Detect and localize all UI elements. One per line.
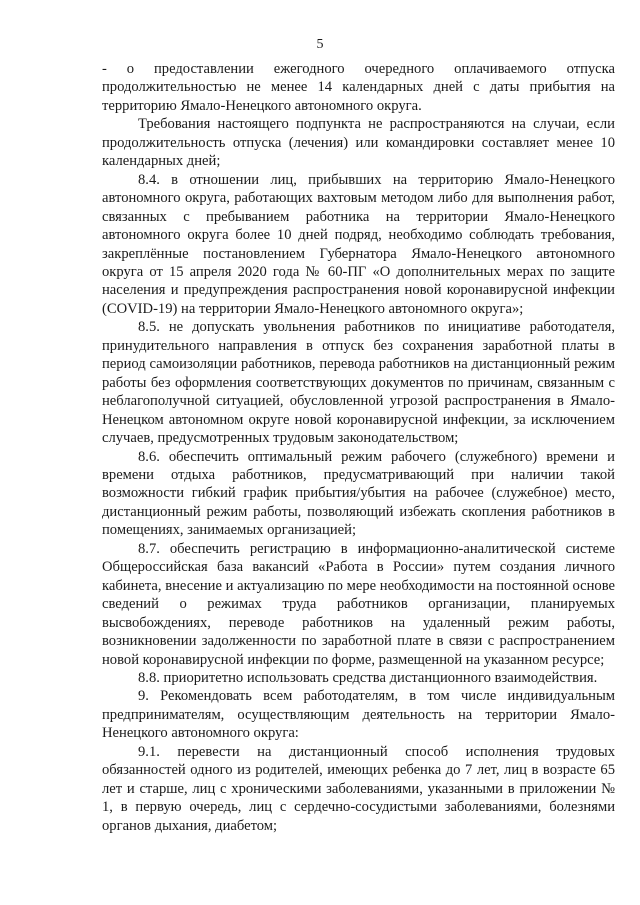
- paragraph-9-1: 9.1. перевести на дистанционный способ исполнения трудовых обязанностей одного из родителей, имеющих ребенка до 7 лет, лиц в возрасте 65 лет и старше, лиц с хроническими заболеваниями, указанными в приложении № 1, в первую очередь, лиц с сердечно-сосудистыми заболеваниями, болезнями органов дыхания, диабетом;: [102, 743, 615, 834]
- paragraph-9: 9. Рекомендовать всем работодателям, в том числе индивидуальным предпринимателям, осуществляющим деятельность на территории Ямало-Ненецкого автономного округа:: [102, 688, 615, 742]
- page-number: 5: [316, 37, 324, 52]
- paragraph-dash-leave: - о предоставлении ежегодного очередного оплачиваемого отпуска продолжительностью не менее 14 календарных дней с даты прибытия на территорию Ямало-Ненецкого автономного округа.: [102, 61, 615, 114]
- paragraph-8-4: 8.4. в отношении лиц, прибывших на территорию Ямало-Ненецкого автономного округа, работающих вахтовым методом либо для выполнения работ, связанных с пребыванием работника на территории Ямало-Ненецкого автономного округа более 10 дней подряд, необходимо соблюдать требования, закреплённые постановлением Губернатора Ямало-Ненецкого автономного округа от 15 апреля 2020 года № 60-ПГ «О дополнительных мерах по защите населения и предупреждения распространения новой коронавирусной инфекции (COVID-19) на территории Ямало-Ненецкого автономного округа»;: [102, 171, 615, 317]
- paragraph-8-5: 8.5. не допускать увольнения работников по инициативе работодателя, принудительного направления в отпуск без сохранения заработной платы в период самоизоляции работников, перевода работников на дистанционный режим работы без оформления соответствующих документов по причинам, связанным с неблагополучной ситуацией, обусловленной угрозой распространения в Ямало-Ненецком автономном округе новой коронавирусной инфекции, за исключением случаев, предусмотренных трудовым законодательством;: [102, 319, 615, 447]
- paragraph-8-6: 8.6. обеспечить оптимальный режим рабочего (служебного) времени и времени отдыха работников, предусматривающий при наличии такой возможности гибкий график прибытия/убытия на рабочее (служебное) место, дистанционный режим работы, позволяющий избежать скопления работников в помещениях, занимаемых организацией;: [102, 448, 615, 539]
- paragraph-requirements-exception: Требования настоящего подпункта не распространяются на случаи, если продолжительность отпуска (лечения) или командировки составляет менее 10 календарных дней;: [102, 116, 615, 170]
- document-body: [102, 60, 615, 835]
- paragraph-8-7: 8.7. обеспечить регистрацию в информационно-аналитической системе Общероссийская база вакансий «Работа в России» путем создания личного кабинета, внесение и актуализацию по мере необходимости на постоянной основе сведений о режимах труда работников организации, планируемых высвобождениях, переводе работников на удаленный режим работы, возникновении задолженности по заработной плате в связи с распространением новой коронавирусной инфекции по форме, размещенной на указанном ресурсе;: [102, 540, 615, 668]
- paragraph-8-8: 8.8. приоритетно использовать средства дистанционного взаимодействия.: [138, 669, 598, 686]
